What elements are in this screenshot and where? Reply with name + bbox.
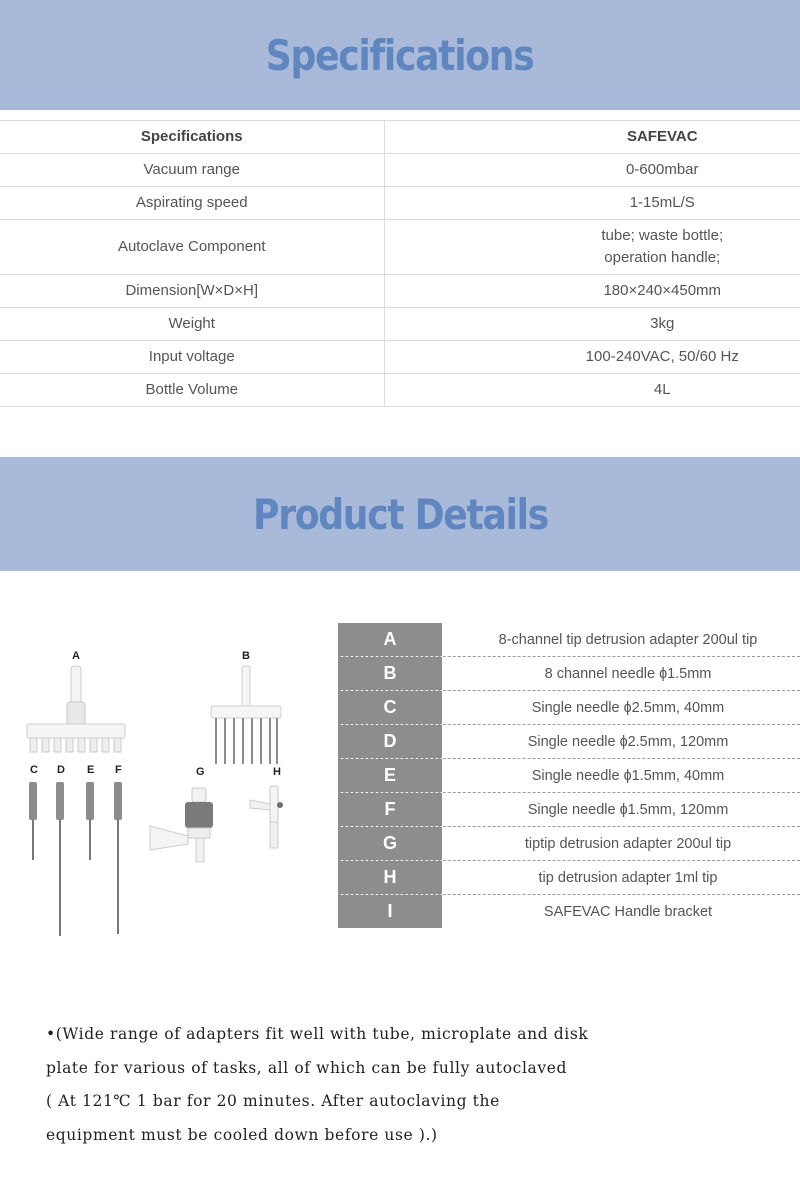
note-line: plate for various of tasks, all of which can be fully autoclaved	[46, 1058, 567, 1077]
label-f: F	[115, 764, 122, 776]
part-letter-badge: C	[338, 691, 442, 724]
list-item	[338, 657, 800, 691]
product-details-title: Product Details	[252, 489, 548, 539]
label-g: G	[196, 766, 205, 778]
part-description: 8-channel tip detrusion adapter 200ul tip	[498, 631, 758, 648]
part-description: tip detrusion adapter 1ml tip	[538, 869, 718, 886]
tip-adapter-200ul-icon	[150, 788, 213, 862]
tip-adapter-1ml-icon	[250, 786, 283, 848]
table-row	[0, 341, 800, 374]
row-label: Weight	[0, 308, 384, 341]
table-header-row	[0, 121, 800, 154]
part-description: Single needle ɸ1.5mm, 40mm	[531, 767, 725, 784]
label-c: C	[30, 764, 38, 776]
note-line: ( At 121℃ 1 bar for 20 minutes. After autoclaving the	[46, 1092, 500, 1110]
specifications-table	[0, 120, 800, 407]
row-value: 1-15mL/S	[384, 187, 800, 220]
part-description: Single needle ɸ2.5mm, 120mm	[527, 733, 729, 750]
table-row	[0, 220, 800, 275]
row-value: 3kg	[384, 308, 800, 341]
row-value: 180×240×450mm	[384, 275, 800, 308]
table-row	[0, 308, 800, 341]
header-specifications: Specifications	[0, 121, 384, 154]
part-description: 8 channel needle ɸ1.5mm	[544, 665, 712, 682]
row-label: Input voltage	[0, 341, 384, 374]
header-safevac: SAFEVAC	[384, 121, 800, 154]
part-letter-badge: E	[338, 759, 442, 792]
part-letter-badge: I	[338, 895, 442, 928]
note-line: •(Wide range of adapters fit well with tube, microplate and disk	[46, 1025, 589, 1043]
row-value-line: tube; waste bottle;	[601, 227, 724, 244]
label-a: A	[72, 650, 80, 662]
list-item	[338, 725, 800, 759]
autoclave-note	[46, 1018, 706, 1152]
table-row	[0, 154, 800, 187]
row-label: Autoclave Component	[0, 220, 384, 275]
label-e: E	[87, 764, 95, 776]
part-letter-badge: B	[338, 657, 442, 690]
part-description: SAFEVAC Handle bracket	[543, 903, 713, 920]
table-row	[0, 187, 800, 220]
list-item	[338, 861, 800, 895]
part-description: tiptip detrusion adapter 200ul tip	[524, 835, 732, 852]
note-line: equipment must be cooled down before use ).)	[46, 1125, 438, 1144]
row-label: Vacuum range	[0, 154, 384, 187]
single-needles-icon	[29, 782, 122, 936]
part-letter-badge: G	[338, 827, 442, 860]
list-item	[338, 827, 800, 861]
row-value-line: operation handle;	[604, 249, 721, 266]
row-label: Dimension[W×D×H]	[0, 275, 384, 308]
label-d: D	[57, 764, 65, 776]
list-item	[338, 691, 800, 725]
row-label: Aspirating speed	[0, 187, 384, 220]
table-row	[0, 374, 800, 407]
table-row	[0, 275, 800, 308]
row-value: 0-600mbar	[384, 154, 800, 187]
row-value: 4L	[384, 374, 800, 407]
part-letter-badge: A	[338, 623, 442, 656]
part-description: Single needle ɸ2.5mm, 40mm	[531, 699, 725, 716]
specifications-banner	[0, 0, 800, 110]
part-letter-badge: F	[338, 793, 442, 826]
adapter-8-channel-icon	[27, 666, 125, 752]
list-item	[338, 793, 800, 827]
list-item	[338, 895, 800, 929]
needle-8-channel-icon	[211, 666, 281, 764]
label-h: H	[273, 766, 281, 778]
list-item	[338, 759, 800, 793]
parts-list	[338, 623, 800, 929]
row-label: Bottle Volume	[0, 374, 384, 407]
list-item	[338, 623, 800, 657]
specifications-title: Specifications	[266, 30, 534, 80]
accessories-drawing	[20, 640, 320, 940]
part-letter-badge: H	[338, 861, 442, 894]
product-details-banner	[0, 457, 800, 571]
part-letter-badge: D	[338, 725, 442, 758]
label-b: B	[242, 650, 250, 662]
row-value	[384, 220, 800, 275]
row-value: 100-240VAC, 50/60 Hz	[384, 341, 800, 374]
part-description: Single needle ɸ1.5mm, 120mm	[527, 801, 729, 818]
accessories-illustration	[20, 640, 320, 940]
